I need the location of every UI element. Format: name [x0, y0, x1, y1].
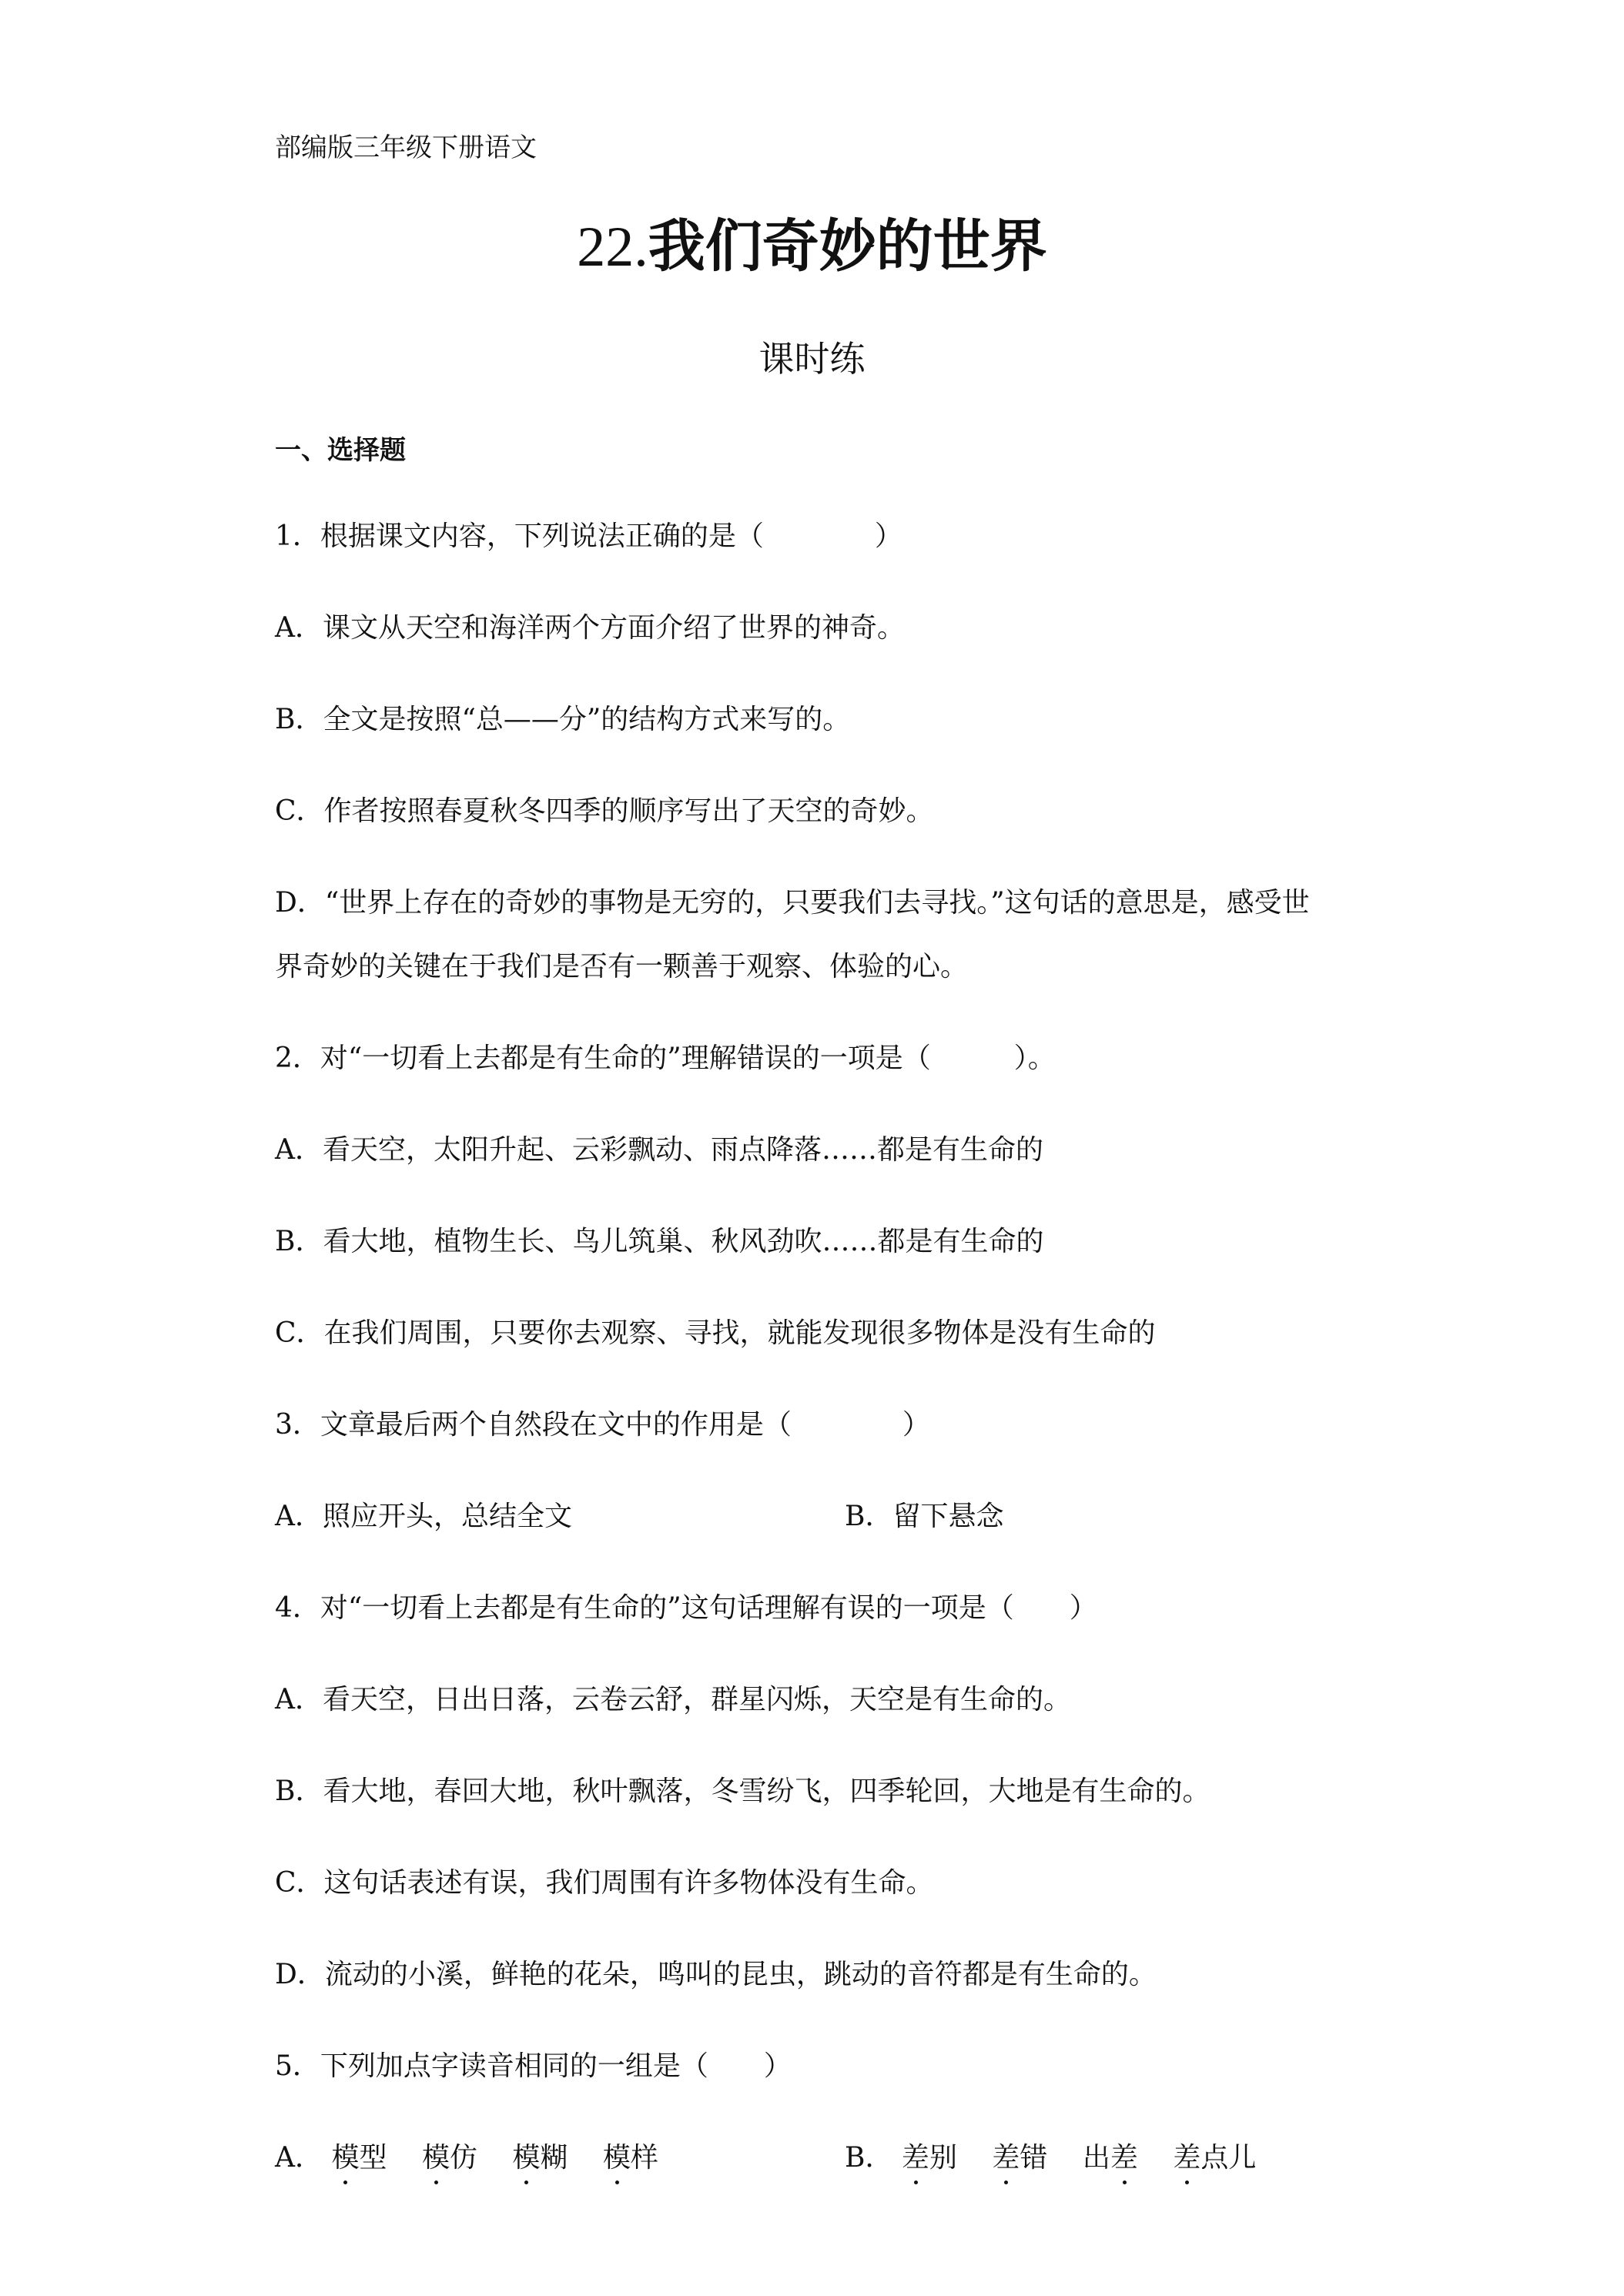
dotted-char: 模: [512, 2140, 540, 2177]
question-5-option-b: [845, 2140, 1282, 2177]
section-heading: 一、选择题: [275, 435, 406, 466]
question-2-option-a: A．看天空，太阳升起、云彩飘动、雨点降落……都是有生命的: [275, 1134, 1043, 1166]
word-a3: [512, 2140, 568, 2177]
subtitle: 课时练: [758, 338, 866, 380]
question-5-option-a: [275, 2142, 685, 2174]
question-3-option-b: B．留下悬念: [845, 1501, 1004, 1532]
word-a4: [603, 2140, 658, 2177]
lesson-title-text: 我们奇妙的世界: [648, 213, 1047, 279]
question-3-options: [275, 1498, 1353, 1535]
question-2-stem: 2．对“一切看上去都是有生命的”理解错误的一项是（ ）。: [275, 1043, 1056, 1074]
question-3-option-a: A．照应开头，总结全文: [275, 1501, 572, 1532]
question-1-option-d-line2: 界奇妙的关键在于我们是否有一颗善于观察、体验的心。: [275, 951, 969, 982]
dotted-char: 模: [422, 2140, 450, 2177]
dotted-char: 差: [992, 2140, 1020, 2177]
dotted-char: 模: [603, 2140, 631, 2177]
word-rest: 糊: [540, 2142, 568, 2174]
question-5-options: [275, 2140, 1353, 2177]
word-a2: [422, 2140, 477, 2177]
dotted-char: 差: [1110, 2140, 1138, 2177]
lesson-number: 22.: [577, 216, 648, 279]
question-4-option-b: B．看大地，春回大地，秋叶飘落，冬雪纷飞，四季轮回，大地是有生命的。: [275, 1776, 1210, 1807]
word-a1: [331, 2140, 387, 2177]
word-b2: [992, 2140, 1047, 2177]
word-b1: [902, 2140, 957, 2177]
lesson-title: [0, 208, 1624, 286]
question-4-option-a: A．看天空，日出日落，云卷云舒，群星闪烁，天空是有生命的。: [275, 1684, 1071, 1715]
question-5-stem: 5．下列加点字读音相同的一组是（ ）: [275, 2050, 792, 2082]
dotted-char: 模: [331, 2140, 359, 2177]
word-rest: 点儿: [1200, 2142, 1257, 2174]
word-rest: 别: [929, 2142, 957, 2174]
question-4-option-c: C．这句话表述有误，我们周围有许多物体没有生命。: [275, 1867, 934, 1899]
question-1-option-a: A．课文从天空和海洋两个方面介绍了世界的神奇。: [275, 612, 905, 644]
dotted-char: 差: [902, 2140, 929, 2177]
word-rest: 样: [630, 2142, 658, 2174]
word-rest: 仿: [449, 2142, 477, 2174]
word-b4: [1173, 2140, 1256, 2177]
question-2-option-b: B．看大地，植物生长、鸟儿筑巢、秋风劲吹……都是有生命的: [275, 1226, 1044, 1257]
question-1-option-b: B．全文是按照“总——分”的结构方式来写的。: [275, 704, 851, 735]
question-1-stem: 1．根据课文内容，下列说法正确的是（ ）: [275, 520, 902, 552]
word-b3: [1083, 2140, 1138, 2177]
document-header: 部编版三年级下册语文: [275, 132, 537, 163]
question-2-option-c: C．在我们周围，只要你去观察、寻找，就能发现很多物体是没有生命的: [275, 1317, 1156, 1349]
dotted-char: 差: [1173, 2140, 1200, 2177]
word-rest: 错: [1020, 2142, 1048, 2174]
word-pre: 出: [1082, 2142, 1110, 2174]
question-1-option-d-line1: D．“世界上存在的奇妙的事物是无穷的，只要我们去寻找。”这句话的意思是，感受世: [275, 887, 1310, 919]
question-4-option-d: D．流动的小溪，鲜艳的花朵，鸣叫的昆虫，跳动的音符都是有生命的。: [275, 1959, 1157, 1990]
word-rest: 型: [359, 2142, 387, 2174]
option-b-label: B．: [845, 2142, 893, 2174]
option-a-label: A．: [275, 2142, 323, 2174]
question-1-option-c: C．作者按照春夏秋冬四季的顺序写出了天空的奇妙。: [275, 795, 934, 827]
question-4-stem: 4．对“一切看上去都是有生命的”这句话理解有误的一项是（ ）: [275, 1592, 1097, 1624]
question-3-stem: 3．文章最后两个自然段在文中的作用是（ ）: [275, 1409, 930, 1441]
